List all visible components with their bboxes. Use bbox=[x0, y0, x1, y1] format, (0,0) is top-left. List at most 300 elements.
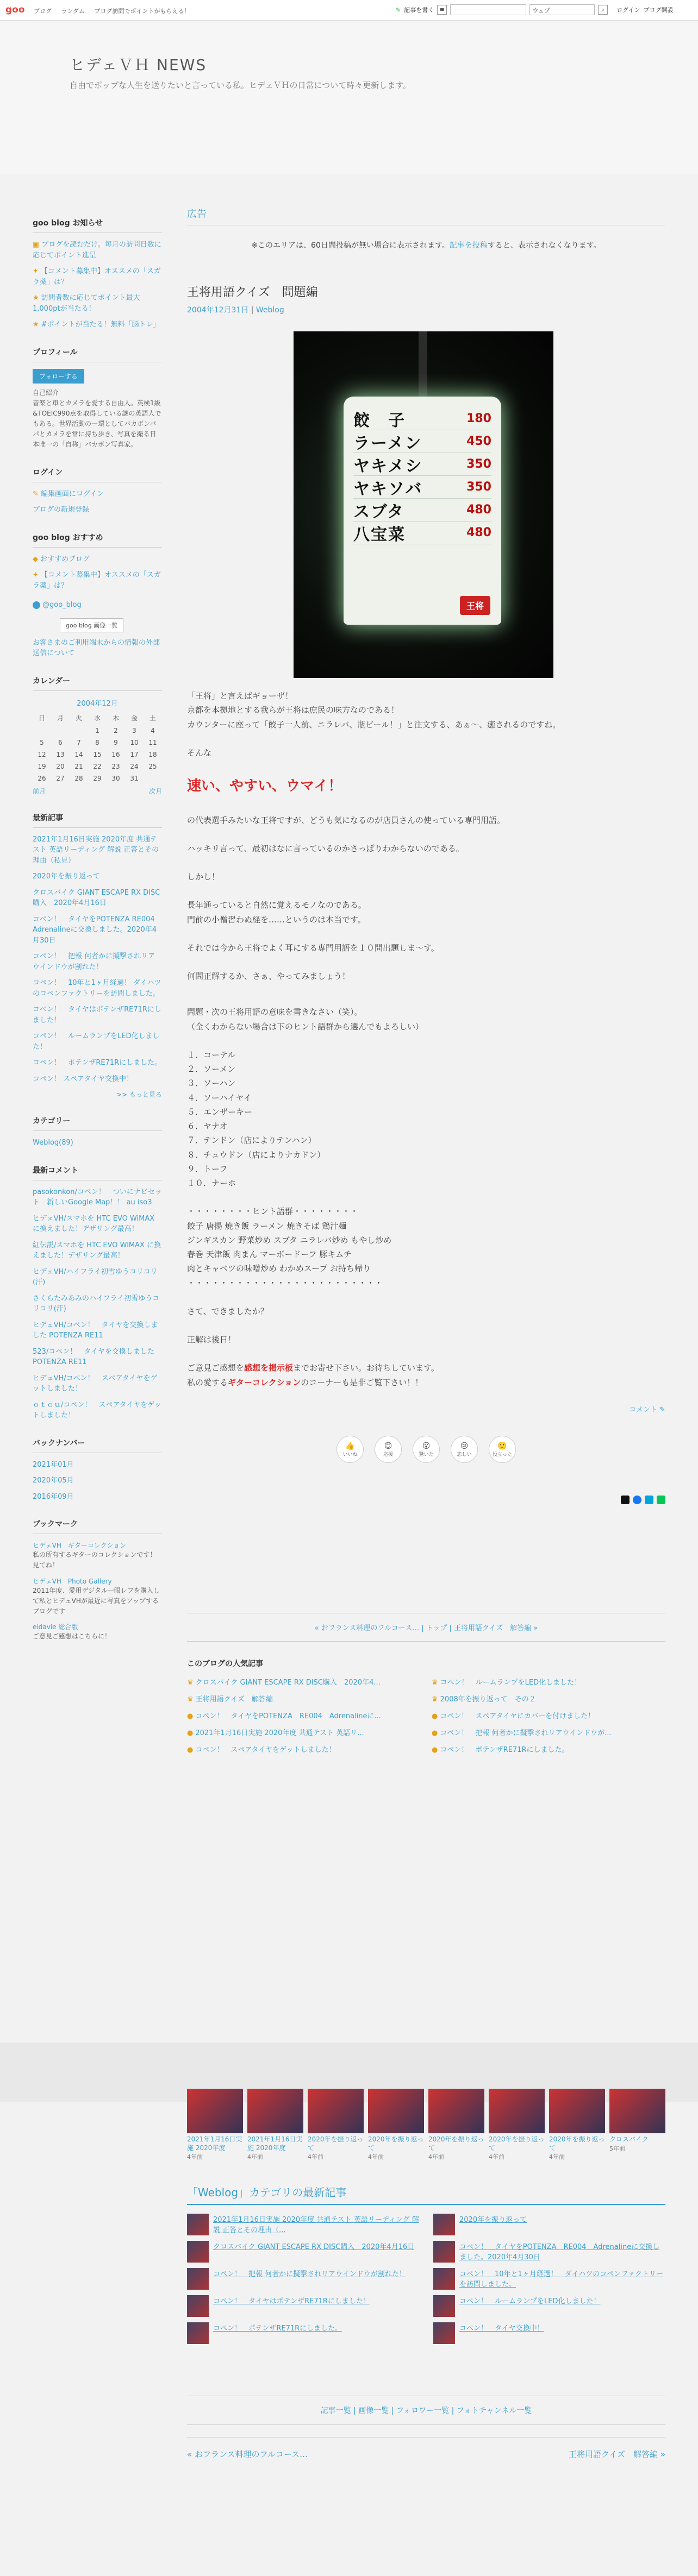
calendar-day: 7 bbox=[77, 738, 81, 746]
category-post-title[interactable]: コペン！ ルームランプをLED化しました！ bbox=[459, 2297, 601, 2305]
category-post-item[interactable] bbox=[187, 2268, 419, 2290]
popular-post-title: コペン！ タイヤをPOTENZA RE004 Adrenalineに... bbox=[195, 1712, 381, 1720]
login-link[interactable]: ログイン bbox=[616, 7, 640, 14]
notice-section bbox=[33, 217, 162, 330]
reaction-label: 悲しい bbox=[457, 1452, 472, 1457]
profile-text: 音楽と車とカメラを愛する自由人。英検1級&TOEIC990点を取得している謎の英語人でもある。世界活動の一環としてバカボンパパとカメラを常に持ち歩き、写真を撮る日本唯一の「自称」バカボン写真家。 bbox=[33, 399, 161, 449]
thumbnail-age: 4年前 bbox=[549, 2153, 565, 2161]
sign-item-price: 350 bbox=[466, 480, 491, 494]
footer-links[interactable]: 記事一覧 | 画像一覧 | フォロワー一覧 | フォトチャンネル一覧 bbox=[187, 2396, 665, 2425]
question-list: １．コーテル ２．ソーメン ３．ソーハン ４．ソーハイヤイ ５．エンザーキー ６．ヤナオ ７．テンドン（店によりテンハン） ８．チュウドン（店によりナカドン） ９．トーフ １０．ナーホ bbox=[187, 1050, 326, 1188]
popular-post-link[interactable] bbox=[187, 1676, 421, 1687]
recent-post-link[interactable]: コペン！ タイヤをPOTENZA RE004 Adrenalineに交換しました。2020年4月30日 bbox=[33, 915, 162, 945]
thumbnail-caption: 2020年を振り返って bbox=[428, 2135, 484, 2152]
photo-thumbnail[interactable] bbox=[187, 2089, 243, 2161]
reaction-icon: 👍 bbox=[345, 1441, 355, 1450]
closing-paragraph: ご意見ご感想を感想を掲示板までお寄せ下さい。お待ちしています。 私の愛するギターコレクションのコーナーも是非ご覧下さい！！ bbox=[187, 1363, 439, 1387]
popular-post-link[interactable] bbox=[432, 1693, 665, 1704]
recent-post-link[interactable]: コペン！ タイヤはポテンザRE71Rにしました！ bbox=[33, 1006, 161, 1025]
category-post-item[interactable] bbox=[433, 2295, 665, 2317]
sign-item-name: スブタ bbox=[353, 502, 404, 522]
calendar-day bbox=[33, 725, 51, 737]
comment-link[interactable]: ヒデェVH/コペン！ タイヤを交換しました POTENZA RE11 bbox=[33, 1321, 158, 1340]
category-post-title[interactable]: クロスバイク GIANT ESCAPE RX DISC購入 2020年4月16日 bbox=[213, 2243, 415, 2251]
category-post-thumbnail bbox=[187, 2268, 209, 2290]
comment-link[interactable]: ｏｔｏｕ/コペン！ スペアタイヤをゲットしました！ bbox=[33, 1400, 161, 1420]
menu-icon[interactable]: ≡ bbox=[437, 5, 447, 15]
recent-post-link[interactable]: コペン！ 把報 何者かに擬撃されリアウインドウが割れた！ bbox=[33, 952, 155, 971]
category-post-title[interactable]: コペン！ タイヤはポテンザRE71Rにしました！ bbox=[213, 2297, 370, 2305]
calendar-weekday: 月 bbox=[57, 714, 64, 722]
profile-section bbox=[33, 347, 162, 450]
category-post-title[interactable]: コペン！ ポテンザRE71Rにしました。 bbox=[213, 2324, 342, 2333]
backnumber-link[interactable]: 2020年05月 bbox=[33, 1477, 74, 1485]
recent-post-link[interactable]: コペン！ 10年と1ヶ月経過！ ダイハツのコペンファクトリーを訪問しました。 bbox=[33, 979, 161, 998]
reaction-button[interactable] bbox=[336, 1436, 364, 1463]
register-link[interactable]: ブログ開設 bbox=[643, 7, 674, 14]
thumbnail-age: 4年前 bbox=[368, 2153, 384, 2161]
calendar-day: 26 bbox=[38, 774, 46, 782]
recent-post-link[interactable]: コペン！ ルームランプをLED化しました！ bbox=[33, 1032, 160, 1051]
photo-thumbnail[interactable] bbox=[489, 2089, 545, 2161]
calendar-day: 2 bbox=[114, 726, 118, 734]
thumbnail-caption: 2021年1月16日実施 2020年度 bbox=[187, 2135, 242, 2152]
nav-blog[interactable]: ブログ bbox=[34, 8, 52, 15]
category-post-thumbnail bbox=[187, 2322, 209, 2344]
recent-post-link[interactable]: クロスバイク GIANT ESCAPE RX DISC購入 2020年4月16日 bbox=[33, 888, 160, 908]
thumbnail-caption: 2020年を振り返って bbox=[368, 2135, 424, 2152]
bullet-icon: ● bbox=[432, 1745, 438, 1754]
reaction-label: 役立った bbox=[492, 1452, 512, 1457]
thumbnail-image bbox=[187, 2089, 243, 2133]
paragraph: 正解は後日！ bbox=[187, 1335, 236, 1344]
calendar-weekday: 日 bbox=[38, 714, 45, 722]
post-title: 王将用語クイズ 問題編 bbox=[187, 286, 318, 299]
calendar-day: 31 bbox=[130, 774, 139, 782]
sign-row bbox=[353, 499, 491, 522]
top-bar bbox=[0, 0, 698, 21]
category-post-thumbnail bbox=[433, 2295, 455, 2317]
calendar-weekday: 木 bbox=[112, 714, 119, 722]
category-latest bbox=[187, 2184, 665, 2344]
calendar-day: 29 bbox=[93, 774, 102, 782]
category-post-title[interactable]: コペン！ 10年と1ヶ月経過！ ダイハツのコペンファクトリーを訪問しました。 bbox=[459, 2270, 664, 2289]
crown-icon: ♛ bbox=[187, 1678, 194, 1687]
gallery-button[interactable]: goo blog 画像一覧 bbox=[60, 618, 123, 632]
thumbnail-age: 4年前 bbox=[428, 2153, 444, 2161]
sign-item-name: ヤキソバ bbox=[353, 479, 423, 499]
hatena-share-icon[interactable] bbox=[645, 1496, 653, 1504]
pencil-icon: ✎ bbox=[659, 1405, 665, 1414]
calendar-day: 5 bbox=[40, 738, 44, 746]
bbs-link[interactable]: 感想を掲示板 bbox=[244, 1363, 294, 1373]
popular-post-title: コペン！ 把報 何者かに擬撃されリアウインドウが... bbox=[440, 1729, 612, 1737]
star-icon: ★ bbox=[33, 294, 39, 302]
sign-item-price: 480 bbox=[466, 503, 491, 517]
post-category-link[interactable]: Weblog bbox=[255, 306, 284, 315]
bookmark-link[interactable]: ヒデェVH Photo Gallery bbox=[33, 1577, 112, 1585]
sign-row bbox=[353, 453, 491, 476]
calendar-day: 13 bbox=[56, 750, 65, 758]
bookmark-section bbox=[33, 1518, 162, 1642]
category-post-thumbnail bbox=[433, 2322, 455, 2344]
thumbnail-caption: 2020年を振り返って bbox=[489, 2135, 545, 2152]
calendar-day: 12 bbox=[38, 750, 46, 758]
category-link[interactable]: Weblog(89) bbox=[33, 1139, 73, 1147]
calendar-month: 2004年12月 bbox=[77, 699, 118, 708]
profile-label: 自己紹介 bbox=[33, 388, 59, 397]
calendar-day: 3 bbox=[132, 726, 136, 734]
calendar-title: カレンダー bbox=[33, 675, 162, 691]
nav-random[interactable]: ランダム bbox=[61, 8, 85, 15]
reaction-icon: 😢 bbox=[460, 1441, 469, 1450]
photo-thumbnail[interactable] bbox=[428, 2089, 484, 2161]
sign-row bbox=[353, 407, 491, 430]
category-post-item[interactable] bbox=[187, 2214, 419, 2235]
popular-post-title: クロスバイク GIANT ESCAPE RX DISC購入 2020年4... bbox=[195, 1678, 381, 1687]
crown-icon: ♛ bbox=[187, 1695, 194, 1704]
backnumber-title: バックナンバー bbox=[33, 1437, 162, 1453]
crown-icon: ♛ bbox=[432, 1678, 438, 1687]
post-body bbox=[187, 689, 665, 1390]
calendar-day: 19 bbox=[38, 762, 46, 770]
calendar-day: 27 bbox=[56, 774, 65, 782]
blog-title[interactable]: ヒデェＶＨ NEWS bbox=[70, 56, 207, 74]
sign-row bbox=[353, 430, 491, 453]
reaction-button[interactable] bbox=[375, 1436, 402, 1463]
calendar-day bbox=[144, 772, 162, 784]
popular-title: このブログの人気記事 bbox=[187, 1659, 263, 1668]
notice-title: goo blog お知らせ bbox=[33, 217, 162, 233]
reaction-button[interactable] bbox=[451, 1436, 478, 1463]
post-article-link[interactable]: 記事を投稿 bbox=[449, 241, 488, 250]
category-post-thumbnail bbox=[433, 2268, 455, 2290]
reaction-icon: 🙂 bbox=[497, 1441, 507, 1450]
calendar-weekday: 火 bbox=[75, 714, 82, 722]
calendar-day bbox=[51, 725, 70, 737]
comment-link[interactable]: ヒデェVH/ハイフライ初雪ゆうコリコリ(汗) bbox=[33, 1267, 158, 1287]
popular-post-link[interactable] bbox=[187, 1693, 421, 1704]
reaction-button[interactable] bbox=[413, 1436, 440, 1463]
paragraph: 「王将」と言えばギョーザ！ 京都を本拠地とする我らが王将は庶民の味方なのである！ カウンターに座って「餃子一人前、ニラレバ、瓶ビール！」と注文する、あぁ～、癒されるのですね。 bbox=[187, 691, 561, 730]
calendar-day: 8 bbox=[95, 738, 99, 746]
hint-list: ・・・・・・・・ヒント語群・・・・・・・・ 餃子 唐揚 焼き飯 ラーメン 焼きそば 鶏汁麺 ジンギスカン 野菜炒め スブタ ニラレバ炒め もやし炒め 春巻 天津飯 肉まん マーボードーフ 豚キムチ 肉とキャベツの味噌炒め わかめスープ お持ち帰り ・・・・・・・・・・・・・・・・・・・・・・・・ bbox=[187, 1207, 392, 1288]
thumbnail-image bbox=[428, 2089, 484, 2133]
calendar-weekday: 土 bbox=[149, 714, 156, 722]
calendar-day: 15 bbox=[93, 750, 102, 758]
comment-link[interactable]: コメント ✎ bbox=[628, 1405, 665, 1414]
calendar-day: 11 bbox=[148, 738, 157, 746]
comment-link[interactable]: pasokonkon/コペン！ ついにナビセット 新しいGoogle Map！！ au iso3 bbox=[33, 1188, 162, 1207]
calendar-day: 30 bbox=[111, 774, 120, 782]
guitar-collection-link[interactable]: ギターコレクション bbox=[228, 1377, 301, 1387]
follow-button[interactable]: フォローする bbox=[33, 369, 84, 384]
category-latest-title: 「Weblog」カテゴリの最新記事 bbox=[187, 2184, 665, 2205]
popular-post-link[interactable] bbox=[432, 1676, 665, 1687]
recommend-item[interactable]: ◆ おすすめブログ bbox=[33, 555, 90, 563]
recommend-item[interactable]: ✦ 【コメント募集中】オススメの「スガラ薬」は？ bbox=[33, 571, 161, 590]
category-post-thumbnail bbox=[433, 2241, 455, 2263]
sign-item-price: 350 bbox=[466, 457, 491, 471]
reaction-label: 応援 bbox=[383, 1452, 393, 1457]
photo-thumbnail[interactable] bbox=[609, 2089, 665, 2161]
next-post-link[interactable]: 王将用語クイズ 解答編 » bbox=[568, 2449, 665, 2459]
paragraph: しかし！ bbox=[187, 872, 220, 882]
recent-section bbox=[33, 812, 162, 1099]
calendar-day: 4 bbox=[151, 726, 155, 734]
notice-item[interactable]: ★ 訪問者数に応じてポイント最大1,000ptが当たる！ bbox=[33, 294, 140, 313]
popular-post-link[interactable] bbox=[432, 1710, 665, 1720]
calendar-header-row bbox=[33, 711, 162, 725]
top-right-nav bbox=[396, 4, 674, 15]
calendar-day: 25 bbox=[148, 762, 157, 770]
category-post-title[interactable]: コペン！ タイヤをPOTENZA RE004 Adrenalineに交換しました。2020年4月30日 bbox=[459, 2243, 660, 2261]
thumbnail-image bbox=[368, 2089, 424, 2133]
photo-thumbnail[interactable] bbox=[247, 2089, 303, 2161]
bookmark-link[interactable]: eidavie 総合版 bbox=[33, 1623, 78, 1631]
popular-post-link[interactable] bbox=[187, 1744, 421, 1754]
popular-post-link[interactable] bbox=[432, 1727, 665, 1737]
paragraph: それでは今から王将でよく耳にする専門用語を１０問出題しま～す。 bbox=[187, 943, 439, 953]
login-title: ログイン bbox=[33, 467, 162, 482]
photo-thumbnail[interactable] bbox=[368, 2089, 424, 2161]
sign-row bbox=[353, 522, 491, 544]
popular-post-link[interactable] bbox=[187, 1727, 421, 1737]
calendar-prev-link[interactable]: 前月 bbox=[33, 787, 46, 795]
login-section bbox=[33, 467, 162, 516]
calendar-day: 16 bbox=[111, 750, 120, 758]
popular-post-title: コペン！ スペアタイヤをゲットしました！ bbox=[195, 1745, 336, 1754]
calendar-day bbox=[70, 725, 88, 737]
reaction-buttons bbox=[187, 1436, 665, 1463]
ohsho-logo: 王将 bbox=[460, 596, 490, 615]
popular-post-title: 2021年1月16日実施 2020年度 共通テスト 英語リ... bbox=[195, 1729, 364, 1737]
calendar-weekday: 金 bbox=[130, 714, 138, 722]
thumbnail-caption: 2021年1月16日実施 2020年度 bbox=[247, 2135, 303, 2152]
calendar-day: 14 bbox=[74, 750, 83, 758]
reaction-icon: 😮 bbox=[422, 1441, 431, 1450]
category-post-item[interactable] bbox=[433, 2214, 665, 2235]
calendar-week-row bbox=[33, 749, 162, 761]
recent-post-link[interactable]: 2021年1月16日実施 2020年度 共通テスト 英語リーディング 解説 正答とその理由（私見） bbox=[33, 835, 159, 865]
highlight-text: 速い、やすい、ウマイ！ bbox=[187, 778, 342, 794]
search-input[interactable] bbox=[450, 4, 526, 15]
x-share-icon[interactable] bbox=[621, 1496, 630, 1504]
comment-link[interactable]: 紅伝説/スマホを HTC EVO WiMAX に換えました！デザリング最高！ bbox=[33, 1241, 161, 1260]
thumbnail-image bbox=[609, 2089, 665, 2133]
thumbnail-caption: 2020年を振り返って bbox=[549, 2135, 605, 2152]
calendar-day: 18 bbox=[148, 750, 157, 758]
backnumber-section bbox=[33, 1437, 162, 1503]
comment-link[interactable]: ヒデェVH/コペン！ スペアタイヤをゲットしました！ bbox=[33, 1374, 158, 1393]
star-icon: ★ bbox=[33, 321, 39, 329]
calendar-next-link[interactable]: 次月 bbox=[148, 787, 162, 795]
popular-grid bbox=[187, 1676, 665, 1754]
thumbnail-caption: クロスバイク bbox=[609, 2135, 649, 2143]
paragraph: 何問正解するか、さぁ、やってみましょう！ bbox=[187, 971, 351, 981]
sign-item-price: 180 bbox=[466, 412, 491, 425]
prev-post-link[interactable]: « おフランス料理のフルコース… bbox=[187, 2449, 308, 2459]
menu-sign bbox=[344, 397, 501, 625]
calendar-day: 22 bbox=[93, 762, 102, 770]
category-post-item[interactable] bbox=[187, 2295, 419, 2317]
paragraph: さて、できましたか？ bbox=[187, 1306, 269, 1316]
notice-item[interactable]: ✦ 【コメント募集中】オススメの「スガラ薬」は？ bbox=[33, 267, 161, 286]
ad-note: ※このエリアは、60日間投稿が無い場合に表示されます。記事を投稿すると、表示されなくなります。 bbox=[251, 241, 601, 250]
recent-post-link[interactable]: 2020年を振り返って bbox=[33, 872, 101, 881]
popular-post-title: コペン！ ポテンザRE71Rにしました。 bbox=[440, 1745, 569, 1754]
thumbnail-age: 4年前 bbox=[489, 2153, 504, 2161]
calendar-week-row bbox=[33, 761, 162, 772]
pencil-icon: ✎ bbox=[396, 6, 401, 14]
thumbnail-age: 5年前 bbox=[609, 2145, 625, 2152]
photo-thumbnails bbox=[187, 2089, 665, 2161]
category-post-title[interactable]: 2021年1月16日実施 2020年度 共通テスト 英語リーディング 解説 正答とその理由（... bbox=[213, 2216, 419, 2234]
crown-icon: ♛ bbox=[432, 1695, 438, 1704]
recommend-section bbox=[33, 532, 162, 659]
category-post-title[interactable]: コペン！ タイヤ交換中！ bbox=[459, 2324, 544, 2333]
bullet-icon: ● bbox=[187, 1729, 194, 1737]
post-meta: 2004年12月31日 | Weblog bbox=[187, 306, 284, 315]
recent-post-link[interactable]: コペン！ スペアタイヤ交換中！ bbox=[33, 1075, 133, 1083]
recent-list bbox=[33, 834, 162, 1085]
write-post-link[interactable]: 記事を書く bbox=[404, 7, 434, 14]
bulb-icon: ✦ bbox=[33, 571, 39, 580]
sign-pole bbox=[419, 331, 427, 397]
thumbnail-age: 4年前 bbox=[187, 2153, 203, 2161]
category-post-item[interactable] bbox=[433, 2241, 665, 2263]
thumbnail-age: 4年前 bbox=[247, 2153, 263, 2161]
bullet-icon: ● bbox=[187, 1745, 194, 1754]
bookmark-link[interactable]: ヒデェVH ギターコレクション bbox=[33, 1542, 127, 1550]
post-date: 2004年12月31日 bbox=[187, 306, 249, 315]
thumbnail-image bbox=[308, 2089, 364, 2133]
main-content bbox=[187, 206, 665, 1754]
category-post-item[interactable] bbox=[187, 2322, 419, 2344]
goo-logo[interactable]: goo bbox=[5, 4, 25, 15]
post-pager[interactable]: « おフランス料理のフルコース… | トップ | 王将用語クイズ 解答編 » bbox=[187, 1613, 665, 1642]
recent-title: 最新記事 bbox=[33, 812, 162, 828]
popular-post-title: コペン！ スペアタイヤにカバーを付けました！ bbox=[440, 1712, 595, 1720]
line-share-icon[interactable] bbox=[657, 1496, 665, 1504]
blog-description: 自由でポップな人生を送りたいと言っている私。ヒデェＶＨの日常について時々更新します。 bbox=[70, 80, 412, 90]
bullet-icon: ● bbox=[187, 1712, 194, 1720]
recent-post-link[interactable]: コペン！ ポテンザRE71Rにしました。 bbox=[33, 1059, 162, 1067]
calendar-day: 24 bbox=[130, 762, 139, 770]
blog-header bbox=[0, 21, 698, 174]
facebook-share-icon[interactable] bbox=[633, 1496, 641, 1504]
thumb-icon: ◆ bbox=[33, 555, 38, 563]
reaction-label: いいね bbox=[342, 1452, 358, 1457]
login-edit-link[interactable]: ✎ 編集画面にログイン bbox=[33, 489, 104, 498]
more-link[interactable]: >> もっと見る bbox=[116, 1091, 162, 1099]
calendar-day: 23 bbox=[111, 762, 120, 770]
popular-post-title: 2008年を振り返って その２ bbox=[440, 1695, 536, 1704]
recommend-title: goo blog おすすめ bbox=[33, 532, 162, 548]
calendar-week-row bbox=[33, 772, 162, 784]
category-title: カテゴリー bbox=[33, 1115, 162, 1131]
calendar-table bbox=[33, 711, 162, 784]
calendar-day: 28 bbox=[74, 774, 83, 782]
backnumber-link[interactable]: 2021年01月 bbox=[33, 1460, 74, 1469]
sign-item-price: 450 bbox=[466, 435, 491, 448]
thumbnail-caption: 2020年を振り返って bbox=[308, 2135, 364, 2152]
sign-item-name: ラーメン bbox=[353, 433, 422, 453]
category-post-thumbnail bbox=[187, 2214, 209, 2235]
photo-thumbnail[interactable] bbox=[308, 2089, 364, 2161]
calendar-week-row bbox=[33, 725, 162, 737]
bookmark-desc: 私の所有するギターのコレクションです！見てね！ bbox=[33, 1551, 157, 1569]
footer-nav bbox=[187, 2437, 665, 2460]
notice-item[interactable]: ▣ ブログを読むだけ。毎月の訪問日数に応じてポイント進呈 bbox=[33, 241, 161, 260]
thumbnail-image bbox=[247, 2089, 303, 2133]
calendar-day: 1 bbox=[95, 726, 99, 734]
avatar bbox=[33, 601, 40, 609]
external-info-link[interactable]: お客さまのご利用端末からの情報の外部送信について bbox=[33, 638, 160, 658]
category-post-title[interactable]: コペン！ 把報 何者かに擬撃されリアウインドウが割れた！ bbox=[213, 2270, 406, 2278]
comment-list bbox=[33, 1187, 162, 1421]
search-scope-select[interactable]: ウェブ bbox=[529, 4, 595, 15]
comment-link[interactable]: さくらたみあみのハイフライ初雪ゆうコリコリ(汗) bbox=[33, 1294, 160, 1314]
category-section bbox=[33, 1115, 162, 1148]
comment-link[interactable]: ヒデェVH/スマホを HTC EVO WiMAX に換えました！デザリング最高！ bbox=[33, 1214, 155, 1234]
calendar-section bbox=[33, 675, 162, 796]
comment-link[interactable]: 523/コペン！ タイヤを交換しました POTENZA RE11 bbox=[33, 1347, 154, 1367]
category-post-title[interactable]: 2020年を振り返って bbox=[459, 2216, 527, 2224]
category-post-item[interactable] bbox=[433, 2322, 665, 2344]
popular-post-link[interactable] bbox=[432, 1744, 665, 1754]
reaction-label: 驚いた bbox=[419, 1452, 434, 1457]
question-intro: 問題・次の王将用語の意味を書きなさい（笑）。 （全くわからない場合は下のヒント語群から選んでもよろしい） bbox=[187, 1007, 424, 1032]
category-post-item[interactable] bbox=[187, 2241, 419, 2263]
post-image-ohsho-sign[interactable] bbox=[294, 331, 553, 678]
sign-item-name: 餃 子 bbox=[353, 411, 406, 430]
calendar-day: 6 bbox=[58, 738, 63, 746]
category-post-thumbnail bbox=[433, 2214, 455, 2235]
category-post-item[interactable] bbox=[433, 2268, 665, 2290]
profile-title: プロフィール bbox=[33, 347, 162, 362]
calendar-day: 20 bbox=[56, 762, 65, 770]
bookmark-title: ブックマーク bbox=[33, 1518, 162, 1534]
bookmark-desc: ご意見ご感想はこちらに！ bbox=[33, 1632, 111, 1641]
calendar-nav bbox=[33, 787, 162, 796]
photo-thumbnail[interactable] bbox=[549, 2089, 605, 2161]
ad-title: 広告 bbox=[187, 206, 665, 225]
calendar-day: 17 bbox=[130, 750, 139, 758]
bullet-icon: ● bbox=[432, 1729, 438, 1737]
category-post-thumbnail bbox=[187, 2295, 209, 2317]
notice-item[interactable]: ★ #ポイントが当たる！無料「脳トレ」 bbox=[33, 321, 160, 329]
thumbnail-age: 4年前 bbox=[308, 2153, 323, 2161]
goo-blog-account-link[interactable]: @goo_blog bbox=[33, 600, 162, 611]
calendar-week-row bbox=[33, 737, 162, 749]
calendar-day: 9 bbox=[114, 738, 118, 746]
nav-points[interactable]: ブログ訪問でポイントがもらえる！ bbox=[94, 8, 190, 15]
bookmark-desc: 2011年度、愛用デジタル一眼レフを購入して私とヒデェVHが最近に写真をアップするブログです bbox=[33, 1586, 160, 1615]
sign-item-name: 八宝菜 bbox=[353, 525, 406, 544]
paragraph: そんな bbox=[187, 747, 212, 758]
paragraph: 長年通っていると自然に覚えるモノなのである。 門前の小僧習わぬ経を……というのは本当です。 bbox=[187, 900, 366, 925]
sidebar bbox=[33, 217, 162, 1658]
search-icon[interactable]: ⌕ bbox=[598, 5, 608, 15]
backnumber-link[interactable]: 2016年09月 bbox=[33, 1492, 74, 1501]
popular-post-title: コペン！ ルームランプをLED化しました！ bbox=[440, 1678, 582, 1687]
reaction-button[interactable] bbox=[489, 1436, 516, 1463]
new-blog-link[interactable]: ブログの新規登録 bbox=[33, 506, 90, 514]
comments-title: 最新コメント bbox=[33, 1165, 162, 1180]
popular-post-link[interactable] bbox=[187, 1710, 421, 1720]
comments-section bbox=[33, 1165, 162, 1421]
